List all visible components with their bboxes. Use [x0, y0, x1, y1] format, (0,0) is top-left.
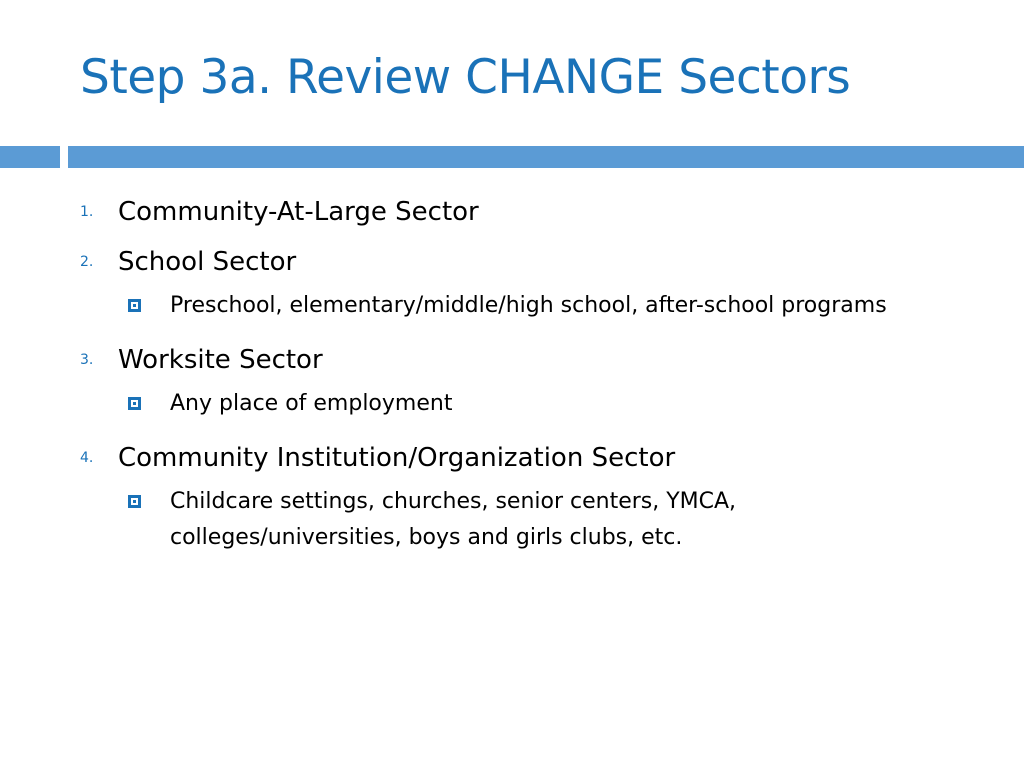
- list-item-text: Community-At-Large Sector: [118, 197, 479, 227]
- list-item-number: 2.: [80, 254, 94, 270]
- list-item-number: 3.: [80, 352, 94, 368]
- slide-title: Step 3a. Review CHANGE Sectors: [80, 50, 851, 105]
- list-item-text: Community Institution/Organization Sector: [118, 443, 676, 473]
- sub-bullet-text: Any place of employment: [170, 391, 453, 416]
- sub-bullet-text: Childcare settings, churches, senior centers, YMCA, colleges/universities, boys and girls clubs, etc.: [170, 489, 737, 550]
- square-bullet-icon: [128, 397, 141, 410]
- list-item: [80, 192, 980, 232]
- list-item-number: 1.: [80, 204, 94, 220]
- sub-bullet: [80, 288, 980, 324]
- list-item-text: School Sector: [118, 247, 297, 277]
- list-item: [80, 438, 980, 478]
- list-item-number: 4.: [80, 450, 94, 466]
- list-item: [80, 242, 980, 282]
- sub-bullet: [80, 386, 980, 422]
- title-underline-bar-right: [68, 146, 1024, 168]
- list-item: [80, 340, 980, 380]
- sector-list: [80, 192, 980, 556]
- title-underline-bar-left: [0, 146, 60, 168]
- square-bullet-icon: [128, 299, 141, 312]
- square-bullet-icon: [128, 495, 141, 508]
- sub-bullet: [80, 484, 980, 556]
- list-item-text: Worksite Sector: [118, 345, 323, 375]
- sub-bullet-text: Preschool, elementary/middle/high school, after-school programs: [170, 293, 887, 318]
